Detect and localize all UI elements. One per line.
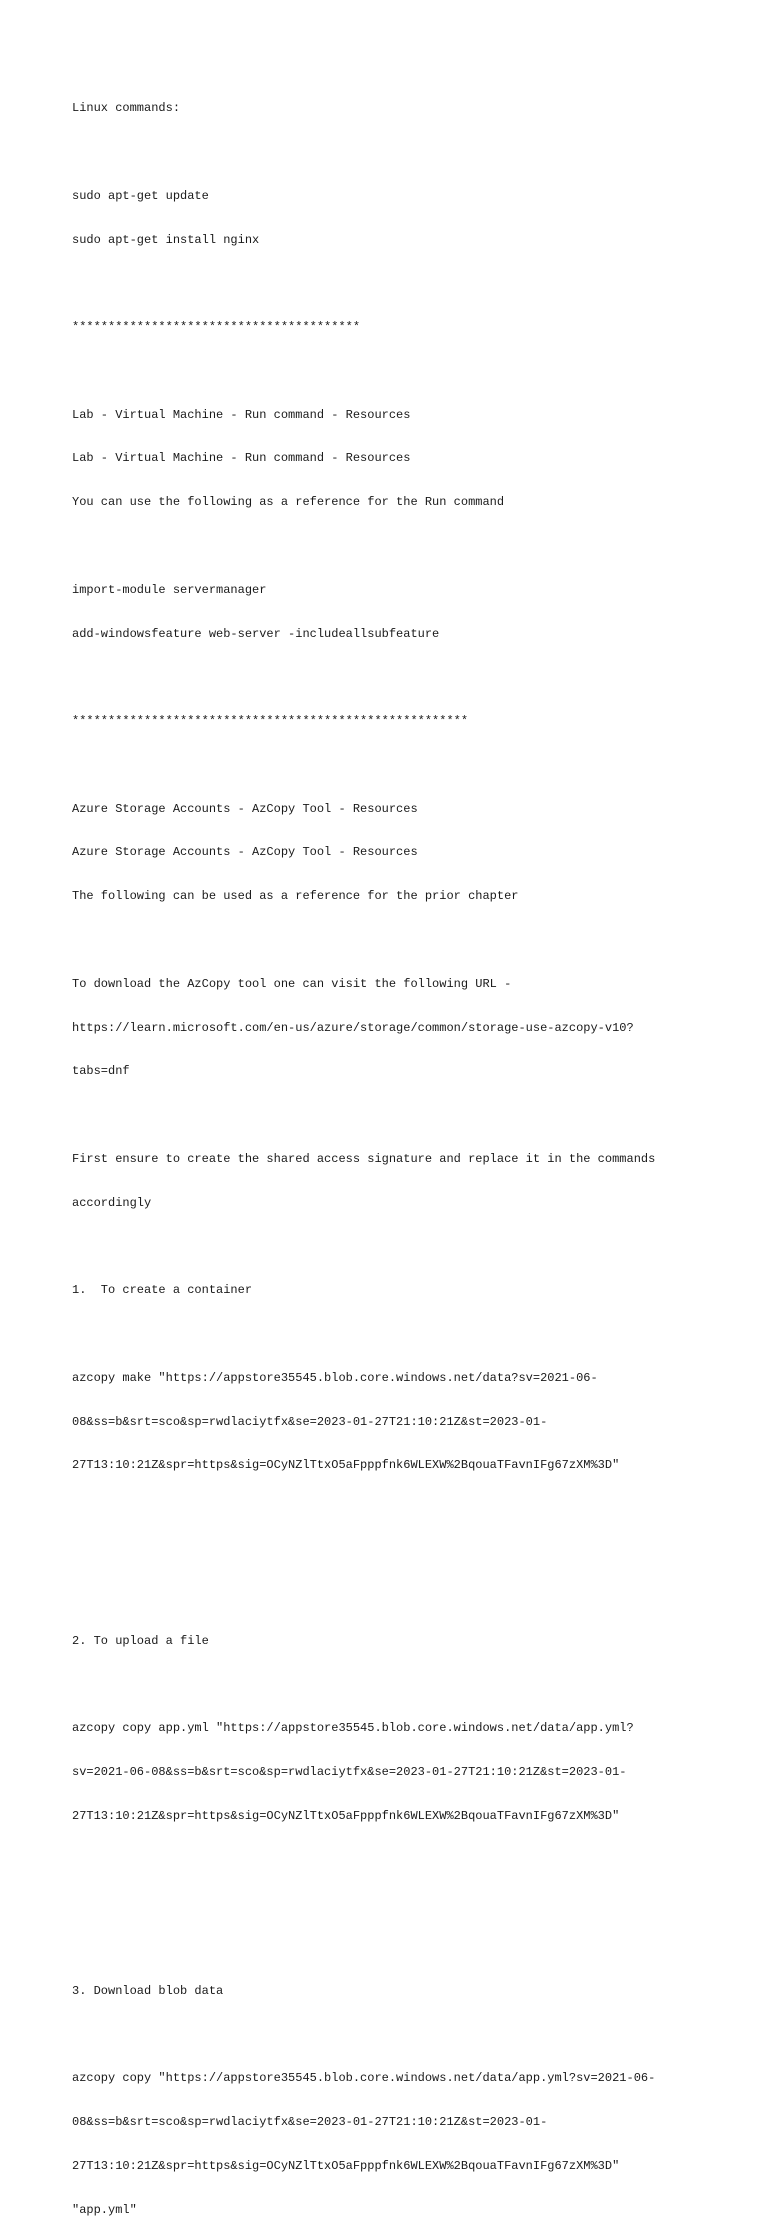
blank-line bbox=[72, 1546, 712, 1561]
blank-line bbox=[72, 2028, 712, 2043]
text-line: You can use the following as a reference for the Run command bbox=[72, 495, 505, 510]
blank-line bbox=[72, 1240, 712, 1255]
command-line: sudo apt-get install nginx bbox=[72, 232, 260, 247]
command-line: 08&ss=b&srt=sco&sp=rwdlaciytfx&se=2023-01-27T21:10:21Z&st=2023-01- bbox=[72, 2115, 548, 2130]
separator-line: **************************************** bbox=[72, 320, 361, 335]
blank-line bbox=[72, 1108, 712, 1123]
step-heading: 1. To create a container bbox=[72, 1283, 253, 1298]
blank-line bbox=[72, 1327, 712, 1342]
command-line: 27T13:10:21Z&spr=https&sig=OCyNZlTtxO5aFpppfnk6WLEXW%2BqouaTFavnIFg67zXM%3D" bbox=[72, 2158, 620, 2173]
blank-line bbox=[72, 933, 712, 948]
blank-line bbox=[72, 1896, 712, 1911]
command-line: import-module servermanager bbox=[72, 582, 267, 597]
text-line: To download the AzCopy tool one can visit the following URL - bbox=[72, 976, 512, 991]
blank-line bbox=[72, 1852, 712, 1867]
blank-line bbox=[72, 145, 712, 160]
command-line: 27T13:10:21Z&spr=https&sig=OCyNZlTtxO5aFpppfnk6WLEXW%2BqouaTFavnIFg67zXM%3D" bbox=[72, 1458, 620, 1473]
blank-line bbox=[72, 758, 712, 773]
section-title: Azure Storage Accounts - AzCopy Tool - Resources bbox=[72, 845, 418, 860]
blank-line bbox=[72, 670, 712, 685]
command-line: azcopy copy "https://appstore35545.blob.core.windows.net/data/app.yml?sv=2021-06- bbox=[72, 2071, 656, 2086]
step-heading: 3. Download blob data bbox=[72, 1983, 224, 1998]
blank-line bbox=[72, 1590, 712, 1605]
command-line: sudo apt-get update bbox=[72, 188, 209, 203]
command-line: 08&ss=b&srt=sco&sp=rwdlaciytfx&se=2023-01-27T21:10:21Z&st=2023-01- bbox=[72, 1414, 548, 1429]
text-line: accordingly bbox=[72, 1195, 152, 1210]
section-title: Azure Storage Accounts - AzCopy Tool - Resources bbox=[72, 801, 418, 816]
separator-line: ******************************************************* bbox=[72, 714, 469, 729]
blank-line bbox=[72, 1502, 712, 1517]
blank-line bbox=[72, 276, 712, 291]
command-line: azcopy make "https://appstore35545.blob.core.windows.net/data?sv=2021-06- bbox=[72, 1370, 598, 1385]
section-title: Lab - Virtual Machine - Run command - Resources bbox=[72, 451, 411, 466]
blank-line bbox=[72, 364, 712, 379]
command-line: 27T13:10:21Z&spr=https&sig=OCyNZlTtxO5aFpppfnk6WLEXW%2BqouaTFavnIFg67zXM%3D" bbox=[72, 1808, 620, 1823]
text-line: The following can be used as a reference for the prior chapter bbox=[72, 889, 519, 904]
section-title: Lab - Virtual Machine - Run command - Resources bbox=[72, 407, 411, 422]
text-line: First ensure to create the shared access signature and replace it in the commands bbox=[72, 1151, 656, 1166]
command-line: sv=2021-06-08&ss=b&srt=sco&sp=rwdlaciytfx&se=2023-01-27T21:10:21Z&st=2023-01- bbox=[72, 1764, 627, 1779]
document-body bbox=[72, 72, 712, 2232]
command-line: "app.yml" bbox=[72, 2202, 137, 2217]
blank-line bbox=[72, 1940, 712, 1955]
blank-line bbox=[72, 539, 712, 554]
blank-line bbox=[72, 1677, 712, 1692]
heading-linux-commands: Linux commands: bbox=[72, 101, 181, 116]
command-line: azcopy copy app.yml "https://appstore35545.blob.core.windows.net/data/app.yml? bbox=[72, 1721, 634, 1736]
url-line: https://learn.microsoft.com/en-us/azure/storage/common/storage-use-azcopy-v10? bbox=[72, 1020, 634, 1035]
url-line: tabs=dnf bbox=[72, 1064, 130, 1079]
step-heading: 2. To upload a file bbox=[72, 1633, 209, 1648]
command-line: add-windowsfeature web-server -includeallsubfeature bbox=[72, 626, 440, 641]
